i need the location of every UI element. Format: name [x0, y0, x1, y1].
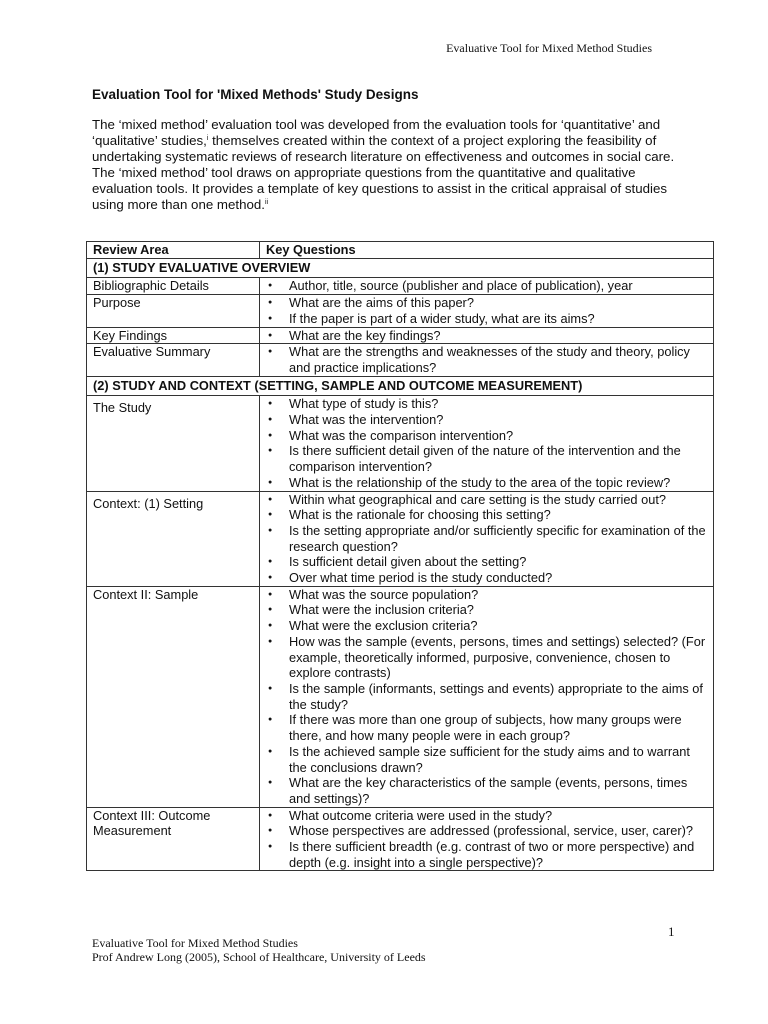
question-item: ● Over what time period is the study conducted? — [266, 570, 707, 586]
review-area-label: Context III: Outcome Measurement — [87, 807, 260, 871]
question-item: ● What type of study is this? — [266, 396, 707, 412]
question-item: ● What is the rationale for choosing this setting? — [266, 507, 707, 523]
question-item: ● What was the source population? — [266, 587, 707, 603]
question-item: ● What is the relationship of the study to the area of the topic review? — [266, 475, 707, 491]
question-item: ● If the paper is part of a wider study, what are its aims? — [266, 311, 707, 327]
section-row-context — [87, 376, 714, 396]
footer-line-author: Prof Andrew Long (2005), School of Healthcare, University of Leeds — [92, 950, 426, 964]
question-item: ● Author, title, source (publisher and place of publication), year — [266, 278, 707, 294]
footnote-ref-ii[interactable]: ii — [264, 199, 269, 206]
question-item: ● If there was more than one group of subjects, how many groups were there, and how many people were in each group? — [266, 712, 707, 743]
question-item: ● Is the setting appropriate and/or sufficiently specific for examination of the research question? — [266, 523, 707, 554]
question-item: ● What was the comparison intervention? — [266, 428, 707, 444]
key-questions-cell — [260, 491, 714, 586]
table-row-evaluative-summary — [87, 344, 714, 376]
table-row-key-findings — [87, 327, 714, 344]
question-item: ● Is sufficient detail given about the setting? — [266, 554, 707, 570]
section-heading-context: (2) STUDY AND CONTEXT (SETTING, SAMPLE AND OUTCOME MEASUREMENT) — [87, 376, 714, 396]
intro-text-part2: themselves created within the context of a project exploring the feasibility of undertaking systematic reviews of research literature on effectiveness and outcomes in social care. The ‘mixed method’ tool draws on appropriate questions from the quantitative and qualitative evaluation tools. It provides a template of key questions to assist in the critical appraisal of studies using more than one method. — [92, 133, 675, 212]
key-questions-cell — [260, 278, 714, 295]
question-item: ● What were the exclusion criteria? — [266, 618, 707, 634]
review-area-label: Evaluative Summary — [87, 344, 260, 376]
question-item: ● What are the aims of this paper? — [266, 295, 707, 311]
question-item: ● Whose perspectives are addressed (professional, service, user, carer)? — [266, 823, 707, 839]
evaluation-table — [86, 241, 714, 871]
review-area-label: Context: (1) Setting — [87, 491, 260, 586]
table-row-the-study — [87, 396, 714, 491]
intro-paragraph — [92, 117, 692, 213]
question-item: ● What are the strengths and weaknesses of the study and theory, policy and practice implications? — [266, 344, 707, 375]
question-item: ● Is there sufficient detail given of the nature of the intervention and the comparison intervention? — [266, 443, 707, 474]
key-questions-cell — [260, 344, 714, 376]
running-header: Evaluative Tool for Mixed Method Studies — [446, 41, 652, 55]
key-questions-cell — [260, 327, 714, 344]
table-row-setting — [87, 491, 714, 586]
review-area-label: Context II: Sample — [87, 586, 260, 807]
question-item: ● How was the sample (events, persons, times and settings) selected? (For example, theoretically informed, purposive, convenience, chosen to explore contrasts) — [266, 634, 707, 681]
table-row-sample — [87, 586, 714, 807]
table-row-outcome-measurement — [87, 807, 714, 871]
page-title: Evaluation Tool for 'Mixed Methods' Study Designs — [92, 87, 419, 102]
section-heading-overview: (1) STUDY EVALUATIVE OVERVIEW — [87, 258, 714, 278]
review-area-label: Bibliographic Details — [87, 278, 260, 295]
key-questions-cell — [260, 295, 714, 327]
footer-line-title: Evaluative Tool for Mixed Method Studies — [92, 936, 298, 950]
question-item: ● What was the intervention? — [266, 412, 707, 428]
key-questions-cell — [260, 586, 714, 807]
section-row-overview — [87, 258, 714, 278]
question-item: ● What were the inclusion criteria? — [266, 602, 707, 618]
review-area-label: Key Findings — [87, 327, 260, 344]
review-area-label: Purpose — [87, 295, 260, 327]
page-footer — [92, 936, 426, 964]
question-item: ● Is the achieved sample size sufficient for the study aims and to warrant the conclusions drawn? — [266, 744, 707, 775]
question-item: ● Is the sample (informants, settings and events) appropriate to the aims of the study? — [266, 681, 707, 712]
review-area-label: The Study — [87, 396, 260, 491]
intro-text-part1: The ‘mixed method’ evaluation tool was developed from the evaluation tools for ‘quantitative’ and ‘qualitative’ studies, — [92, 117, 661, 148]
table-row-purpose — [87, 295, 714, 327]
question-item: ● Is there sufficient breadth (e.g. contrast of two or more perspective) and depth (e.g. insight into a single perspective)? — [266, 839, 707, 870]
footnote-ref-i[interactable]: i — [206, 135, 209, 142]
table-row-bibliographic — [87, 278, 714, 295]
question-item: ● What are the key characteristics of the sample (events, persons, times and settings)? — [266, 775, 707, 806]
question-item: ● Within what geographical and care setting is the study carried out? — [266, 492, 707, 508]
column-header-review-area: Review Area — [87, 242, 260, 259]
page-number: 1 — [668, 924, 675, 939]
question-item: ● What are the key findings? — [266, 328, 707, 344]
key-questions-cell — [260, 396, 714, 491]
key-questions-cell — [260, 807, 714, 871]
question-item: ● What outcome criteria were used in the study? — [266, 808, 707, 824]
column-header-key-questions: Key Questions — [260, 242, 714, 259]
table-header-row — [87, 242, 714, 259]
